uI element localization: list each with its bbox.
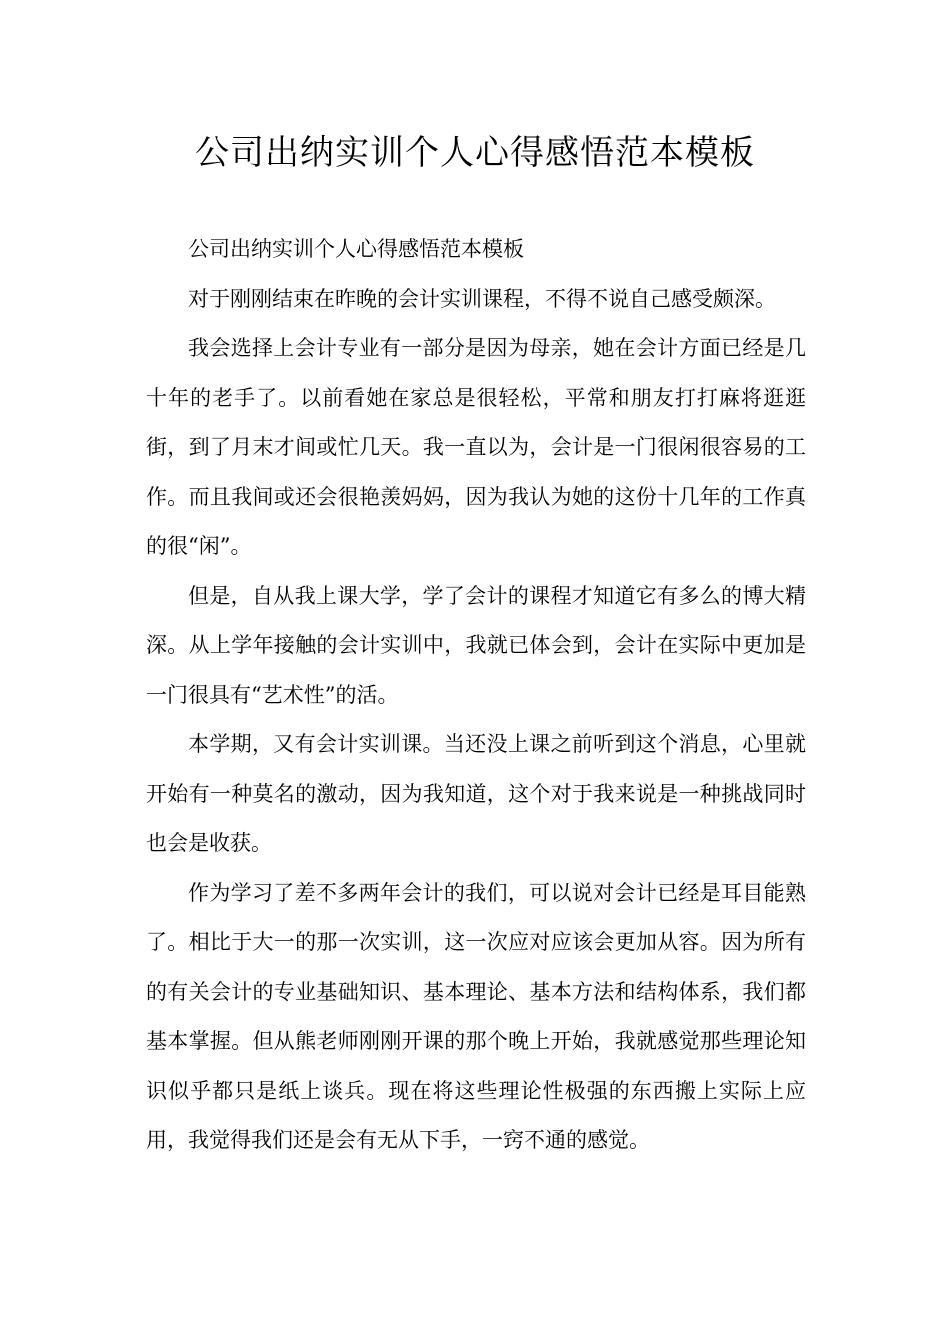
- paragraph-subtitle: 公司出纳实训个人心得感悟范本模板: [188, 237, 524, 261]
- document-title: 公司出纳实训个人心得感悟范本模板: [195, 133, 755, 173]
- paragraph-3: 但是，自从我上课大学，学了会计的课程才知道它有多么的博大精深。从上学年接触的会计实训中，我就已体会到，会计在实际中更加是一门很具有“艺术性”的活。: [146, 583, 806, 707]
- paragraph-4: 本学期，又有会计实训课。当还没上课之前听到这个消息，心里就开始有一种莫名的激动，因为我知道，这个对于我来说是一种挑战同时也会是收获。: [146, 732, 806, 855]
- paragraph-1: 对于刚刚结束在昨晚的会计实训课程，不得不说自己感受颇深。: [188, 286, 776, 311]
- paragraph-5: 作为学习了差不多两年会计的我们，可以说对会计已经是耳目能熟了。相比于大一的那一次实训，这一次应对应该会更加从容。因为所有的有关会计的专业基础知识、基本理论、基本方法和结构体系，我们都基本掌握。但从熊老师刚刚开课的那个晚上开始，我就感觉那些理论知识似乎都只是纸上谈兵。现在将这些理论性极强的东西搬上实际上应用，我觉得我们还是会有无从下手，一窍不通的感觉。: [146, 880, 806, 1152]
- document-body: [146, 225, 806, 1166]
- paragraph-2: 我会选择上会计专业有一部分是因为母亲，她在会计方面已经是几十年的老手了。以前看她在家总是很轻松，平常和朋友打打麻将逛逛街，到了月末才间或忙几天。我一直以为，会计是一门很闲很容易的工作。而且我间或还会很艳羡妈妈，因为我认为她的这份十几年的工作真的很“闲”。: [146, 336, 806, 558]
